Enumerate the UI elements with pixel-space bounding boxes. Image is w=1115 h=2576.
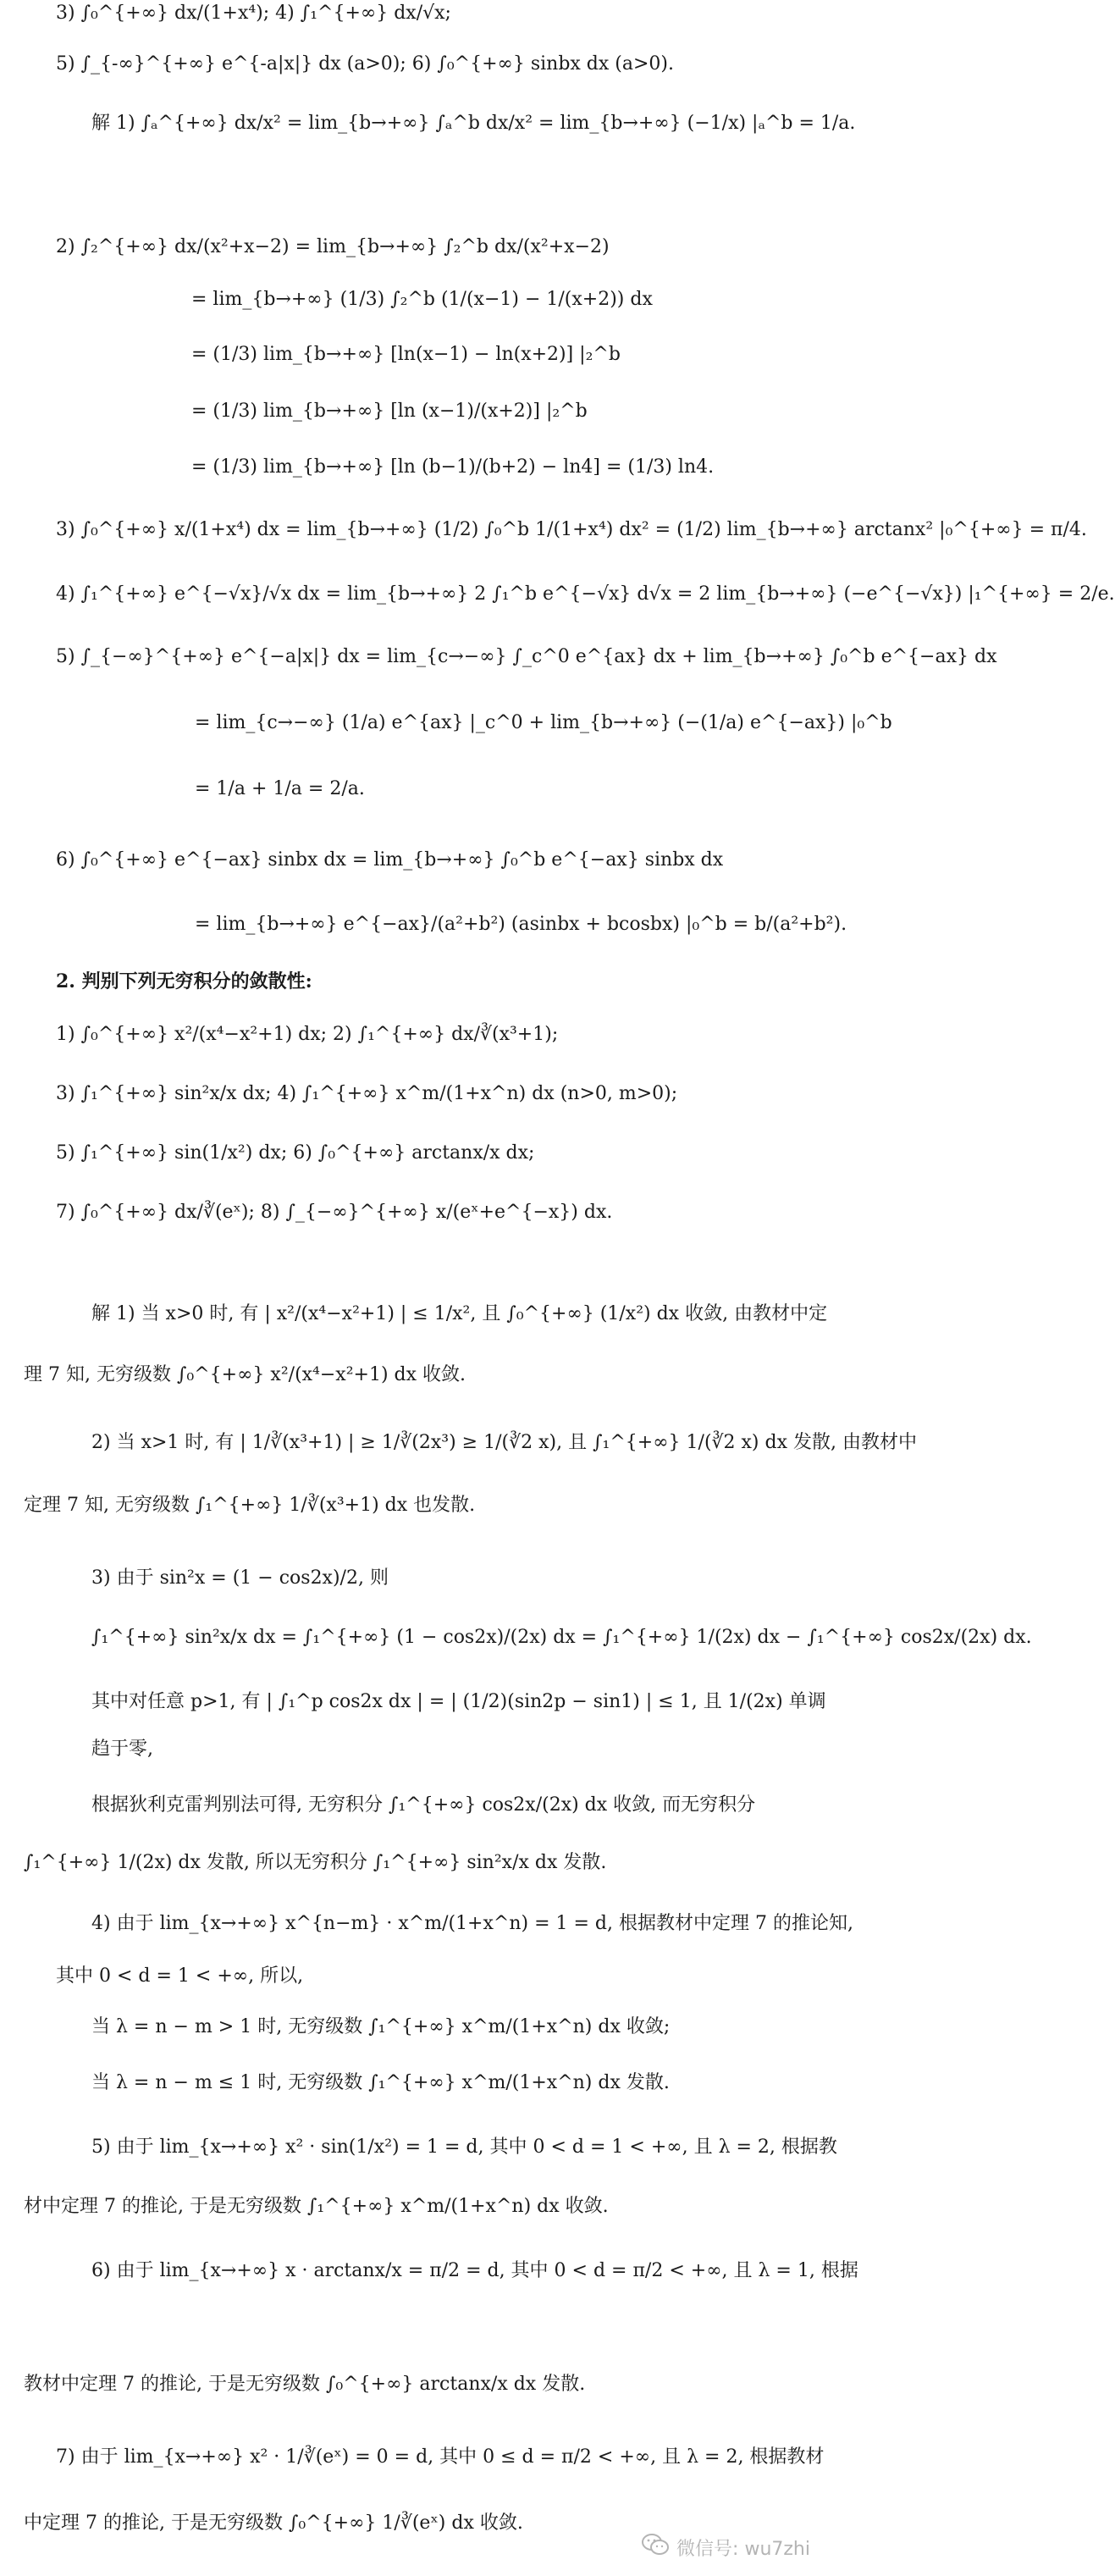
text-line: = (1/3) lim_{b→+∞} [ln (b−1)/(b+2) − ln4] = (1/3) ln4. xyxy=(191,456,715,478)
text-line: 1) ∫₀^{+∞} x²/(x⁴−x²+1) dx; 2) ∫₁^{+∞} dx/∛(x³+1); xyxy=(56,1024,559,1045)
text-line: ∫₁^{+∞} sin²x/x dx = ∫₁^{+∞} (1 − cos2x)/(2x) dx = ∫₁^{+∞} 1/(2x) dx − ∫₁^{+∞} cos2x/(2x) dx. xyxy=(91,1627,1032,1648)
text-line: 其中 0 < d = 1 < +∞, 所以, xyxy=(56,1965,304,1987)
text-line: 5) ∫_{-∞}^{+∞} e^{-a|x|} dx (a>0); 6) ∫₀^{+∞} sinbx dx (a>0). xyxy=(56,53,674,75)
text-line: 当 λ = n − m > 1 时, 无穷级数 ∫₁^{+∞} x^m/(1+x^n) dx 收敛; xyxy=(91,2016,671,2037)
text-line: 3) ∫₀^{+∞} dx/(1+x⁴); 4) ∫₁^{+∞} dx/√x; xyxy=(56,3,451,24)
text-line: = lim_{c→−∞} (1/a) e^{ax} |_c^0 + lim_{b→+∞} (−(1/a) e^{−ax}) |₀^b xyxy=(195,712,892,733)
text-line: 5) ∫₁^{+∞} sin(1/x²) dx; 6) ∫₀^{+∞} arctanx/x dx; xyxy=(56,1142,535,1164)
text-line: = (1/3) lim_{b→+∞} [ln (x−1)/(x+2)] |₂^b xyxy=(191,401,588,422)
text-line: 材中定理 7 的推论, 于是无穷级数 ∫₁^{+∞} x^m/(1+x^n) dx 收敛. xyxy=(24,2196,609,2217)
text-line: 教材中定理 7 的推论, 于是无穷级数 ∫₀^{+∞} arctanx/x dx 发散. xyxy=(24,2374,586,2395)
watermark xyxy=(641,2532,810,2562)
text-line: 6) ∫₀^{+∞} e^{−ax} sinbx dx = lim_{b→+∞} ∫₀^b e^{−ax} sinbx dx xyxy=(56,849,724,871)
text-line: 其中对任意 p>1, 有 | ∫₁^p cos2x dx | = | (1/2)(sin2p − sin1) | ≤ 1, 且 1/(2x) 单调 xyxy=(91,1691,826,1712)
text-line: 2) ∫₂^{+∞} dx/(x²+x−2) = lim_{b→+∞} ∫₂^b dx/(x²+x−2) xyxy=(56,236,610,257)
text-line: 5) 由于 lim_{x→+∞} x² · sin(1/x²) = 1 = d, 其中 0 < d = 1 < +∞, 且 λ = 2, 根据教 xyxy=(91,2137,837,2158)
text-line: 根据狄利克雷判别法可得, 无穷积分 ∫₁^{+∞} cos2x/(2x) dx 收敛, 而无穷积分 xyxy=(91,1794,756,1816)
text-line: 定理 7 知, 无穷级数 ∫₁^{+∞} 1/∛(x³+1) dx 也发散. xyxy=(24,1495,476,1516)
text-line: 3) 由于 sin²x = (1 − cos2x)/2, 则 xyxy=(91,1567,389,1589)
text-line: 4) 由于 lim_{x→+∞} x^{n−m} · x^m/(1+x^n) = 1 = d, 根据教材中定理 7 的推论知, xyxy=(91,1913,853,1934)
text-line: 趋于零, xyxy=(91,1739,153,1760)
watermark-text: 微信号: wu7zhi xyxy=(676,2538,810,2560)
text-line: 2) 当 x>1 时, 有 | 1/∛(x³+1) | ≥ 1/∛(2x³) ≥ 1/(∛2 x), 且 ∫₁^{+∞} 1/(∛2 x) dx 发散, 由教材中 xyxy=(91,1432,917,1453)
text-line: = (1/3) lim_{b→+∞} [ln(x−1) − ln(x+2)] |₂^b xyxy=(191,344,621,365)
text-line: 6) 由于 lim_{x→+∞} x · arctanx/x = π/2 = d, 其中 0 < d = π/2 < +∞, 且 λ = 1, 根据 xyxy=(91,2260,858,2281)
section-heading: 2. 判别下列无穷积分的敛散性: xyxy=(56,970,312,992)
text-line: = 1/a + 1/a = 2/a. xyxy=(195,778,365,799)
text-line: 中定理 7 的推论, 于是无穷级数 ∫₀^{+∞} 1/∛(eˣ) dx 收敛. xyxy=(24,2512,523,2534)
text-line: 7) 由于 lim_{x→+∞} x² · 1/∛(eˣ) = 0 = d, 其中 0 ≤ d = π/2 < +∞, 且 λ = 2, 根据教材 xyxy=(56,2446,825,2468)
text-line: = lim_{b→+∞} e^{−ax}/(a²+b²) (asinbx + bcosbx) |₀^b = b/(a²+b²). xyxy=(195,914,847,935)
text-line: 5) ∫_{−∞}^{+∞} e^{−a|x|} dx = lim_{c→−∞} ∫_c^0 e^{ax} dx + lim_{b→+∞} ∫₀^b e^{−ax} dx xyxy=(56,646,997,667)
wechat-icon xyxy=(641,2532,670,2562)
text-line: 解 1) ∫ₐ^{+∞} dx/x² = lim_{b→+∞} ∫ₐ^b dx/x² = lim_{b→+∞} (−1/x) |ₐ^b = 1/a. xyxy=(91,113,856,134)
text-line: 当 λ = n − m ≤ 1 时, 无穷级数 ∫₁^{+∞} x^m/(1+x^n) dx 发散. xyxy=(91,2072,670,2093)
text-line: = lim_{b→+∞} (1/3) ∫₂^b (1/(x−1) − 1/(x+2)) dx xyxy=(191,289,653,310)
text-line: 解 1) 当 x>0 时, 有 | x²/(x⁴−x²+1) | ≤ 1/x², 且 ∫₀^{+∞} (1/x²) dx 收敛, 由教材中定 xyxy=(91,1303,828,1324)
text-line: 3) ∫₀^{+∞} x/(1+x⁴) dx = lim_{b→+∞} (1/2) ∫₀^b 1/(1+x⁴) dx² = (1/2) lim_{b→+∞} arctanx² |₀^{+∞} = π/4. xyxy=(56,519,1087,540)
text-line: 4) ∫₁^{+∞} e^{−√x}/√x dx = lim_{b→+∞} 2 ∫₁^b e^{−√x} d√x = 2 lim_{b→+∞} (−e^{−√x}) |₁^{+∞} = 2/e. xyxy=(56,583,1115,605)
text-line: 理 7 知, 无穷级数 ∫₀^{+∞} x²/(x⁴−x²+1) dx 收敛. xyxy=(24,1364,466,1385)
text-line: ∫₁^{+∞} 1/(2x) dx 发散, 所以无穷积分 ∫₁^{+∞} sin²x/x dx 发散. xyxy=(24,1852,607,1873)
text-line: 3) ∫₁^{+∞} sin²x/x dx; 4) ∫₁^{+∞} x^m/(1+x^n) dx (n>0, m>0); xyxy=(56,1083,678,1104)
text-line: 7) ∫₀^{+∞} dx/∛(eˣ); 8) ∫_{−∞}^{+∞} x/(eˣ+e^{−x}) dx. xyxy=(56,1202,613,1223)
